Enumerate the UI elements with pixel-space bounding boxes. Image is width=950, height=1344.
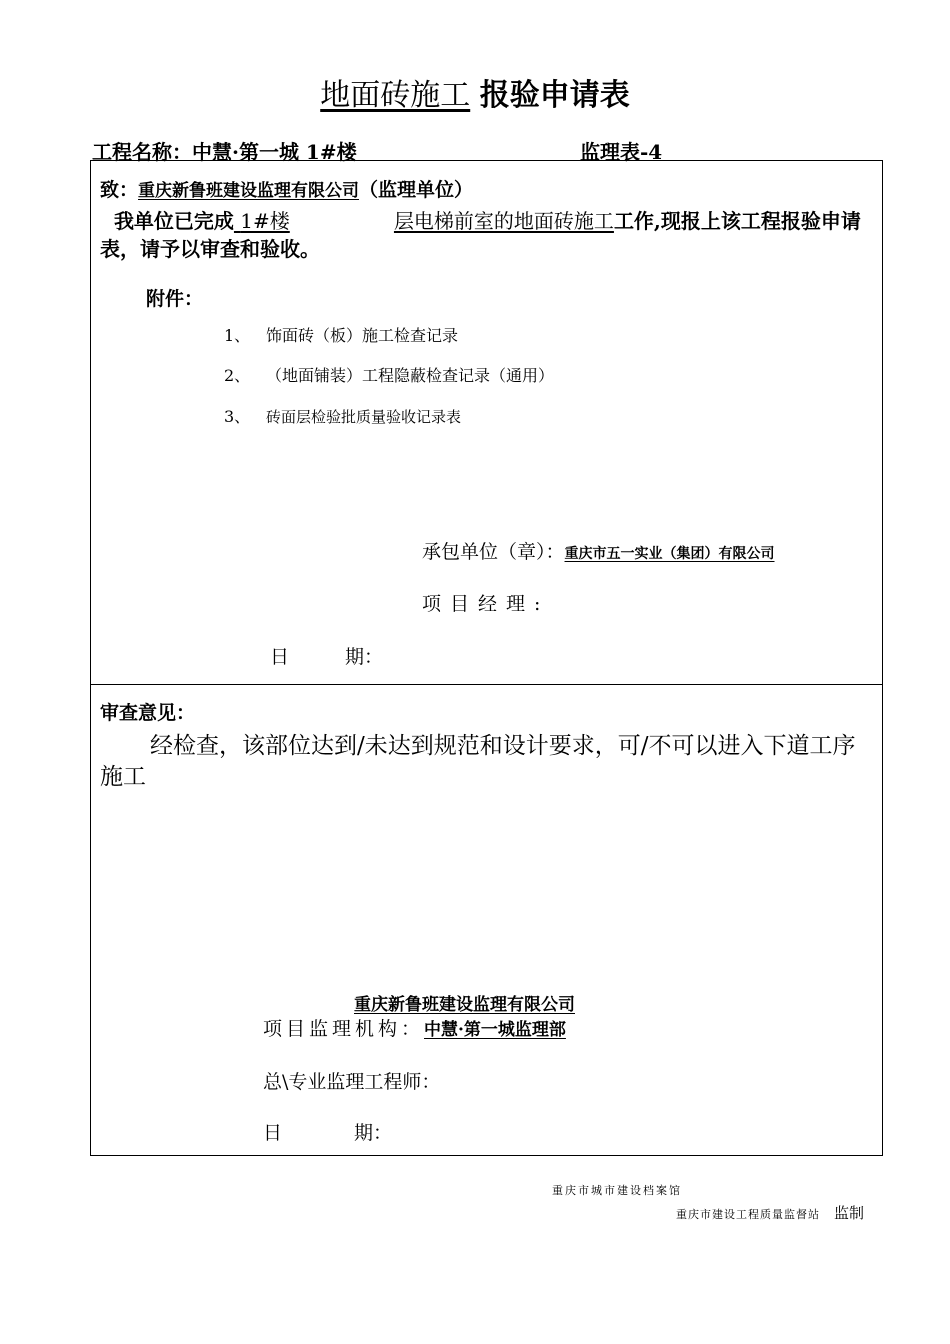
title-part1: 地面砖施工 [320,78,471,113]
application-body [100,207,875,263]
intro-rest: 工作,现报上该工程报验申请表，请予以审查和验收。 [100,209,861,261]
attachment-item: 2、 （地面铺装）工程隐蔽检查记录（通用） [224,366,555,385]
engineer-label: 总\专业监理工程师： [263,1071,441,1093]
footer-archive: 重庆市城市建设档案馆 [552,1184,682,1197]
form-code: 监理表-4 [580,140,663,164]
addressee-line [100,175,473,202]
title-part2: 报验申请表 [479,78,630,113]
to-suffix: （监理单位） [359,179,474,201]
project-manager-label: 项目经理: [422,593,550,615]
contractor-name: 重庆市五一实业（集团）有限公司 [564,546,775,562]
work-item-field: 层电梯前室的地面砖施工 [393,209,614,233]
supervision-org-line [263,1014,566,1041]
addressee-company: 重庆新鲁班建设监理有限公司 [138,181,360,201]
contractor-label: 承包单位（章）： [422,541,565,563]
document-title [0,70,950,114]
contractor-line [422,537,775,564]
review-opinion: 经检查，该部位达到/未达到规范和设计要求，可/不可以进入下道工序施工 [100,733,856,790]
attachment-item: 1、 饰面砖（板）施工检查记录 [224,326,459,345]
review-date: 日 期： [263,1122,393,1144]
attachment-item: 3、 砖面层检验批质量验收记录表 [224,407,462,426]
footer-supervision: 重庆市建设工程质量监督站 监制 [676,1204,865,1222]
project-name: 工程名称：中慧·第一城 1#楼 [92,140,357,164]
building-field: 1#楼 [240,209,290,233]
supervision-org-label: 项目监理机构： [263,1018,425,1040]
supervision-org-name: 中慧·第一城监理部 [424,1020,566,1040]
to-prefix: 致： [100,179,139,201]
intro-text: 我单位已完成 [113,209,234,233]
attachments-label: 附件： [146,288,204,310]
supervisor-company: 重庆新鲁班建设监理有限公司 [354,995,575,1015]
review-label: 审查意见： [100,702,196,724]
application-date: 日 期： [270,646,384,668]
